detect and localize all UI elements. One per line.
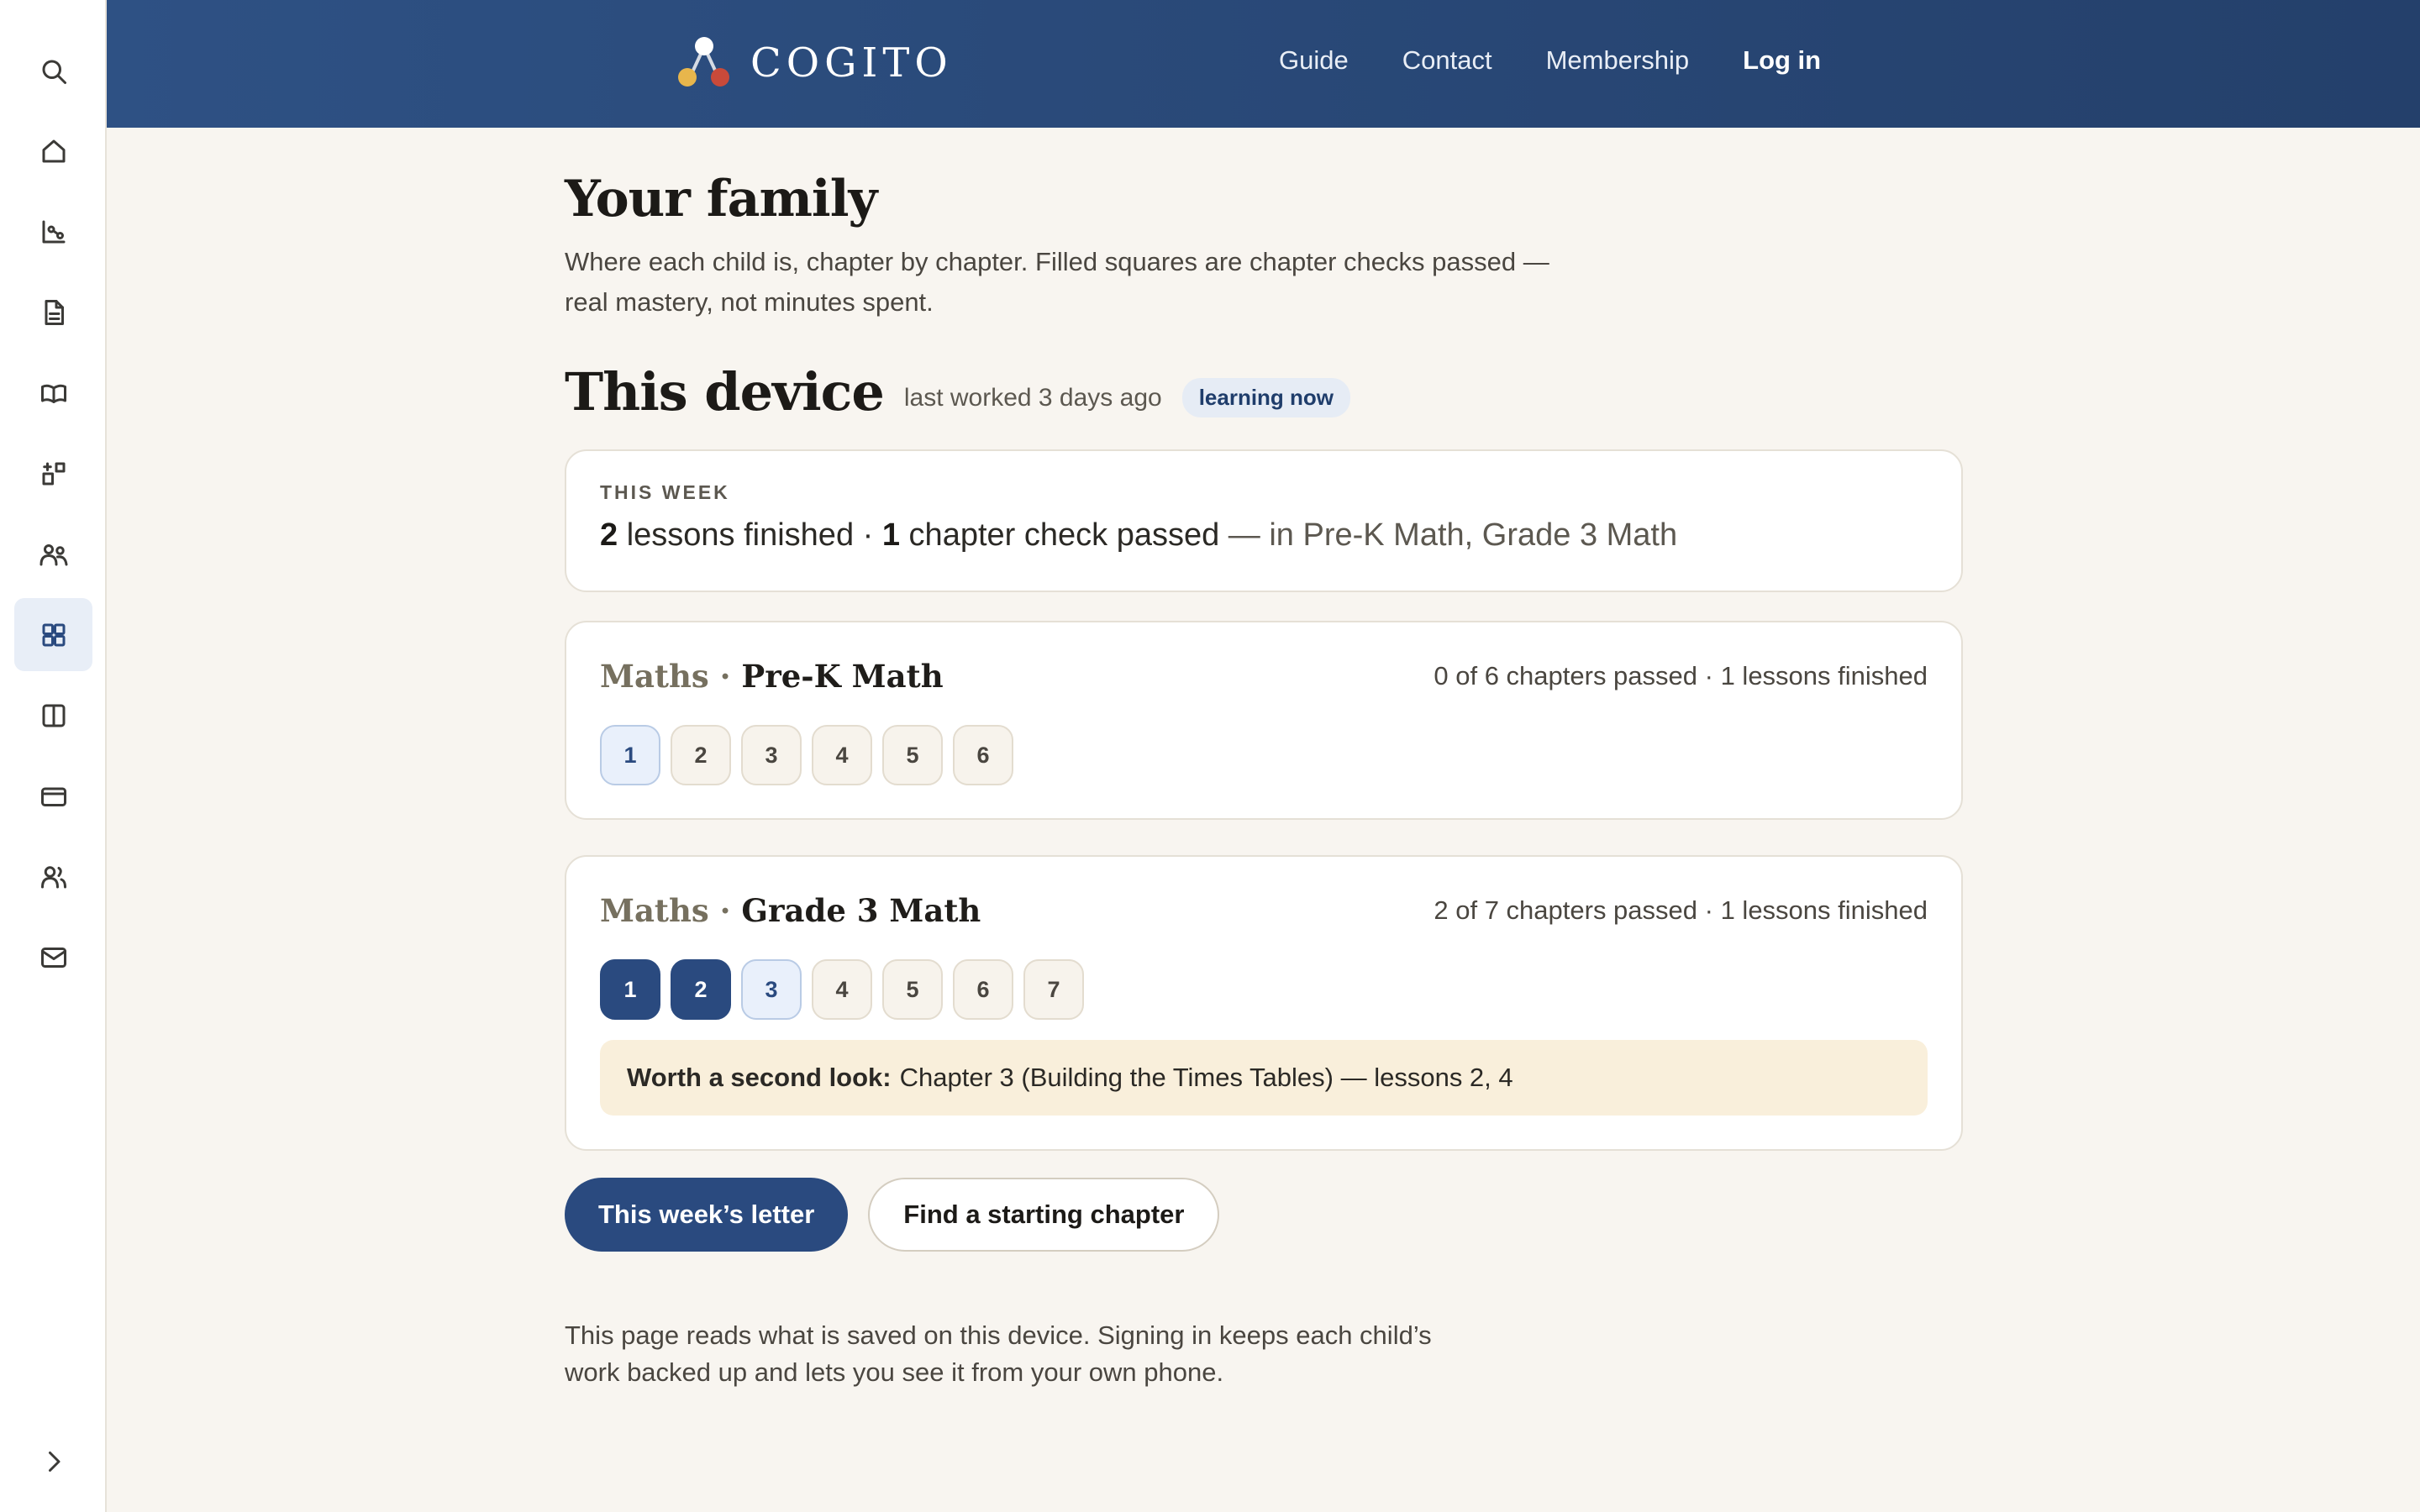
chapter-chip[interactable]: 7	[1023, 959, 1084, 1020]
cogito-logo-icon	[675, 34, 734, 92]
course-card-grade-3-math	[565, 855, 1963, 1151]
course-title-separator: ·	[708, 892, 742, 929]
nav-guide-link[interactable]: Guide	[1279, 45, 1349, 75]
brand-home-link[interactable]	[675, 34, 953, 92]
this-week-card	[565, 449, 1963, 592]
notice-text: Chapter 3 (Building the Times Tables) — lessons 2, 4	[899, 1063, 1513, 1092]
this-week-summary	[600, 517, 1928, 554]
course-card-pre-k-math	[565, 621, 1963, 820]
sidebar-item-activities[interactable]	[14, 437, 92, 510]
home-icon	[39, 136, 69, 166]
device-footnote: This page reads what is saved on this device. Signing in keeps each child’s work backed up and lets you see it from your own phone.	[565, 1320, 1432, 1387]
notice-label: Worth a second look:	[627, 1063, 892, 1092]
sidebar-item-billing[interactable]	[14, 759, 92, 832]
checks-text: chapter check passed	[900, 517, 1220, 553]
nav-contact-link[interactable]: Contact	[1402, 45, 1492, 75]
family-dashboard	[565, 128, 1963, 1391]
chapter-chip[interactable]: 6	[953, 725, 1013, 785]
course-name: Grade 3 Math	[741, 892, 981, 929]
chapter-list	[600, 959, 1928, 1020]
graph-icon	[39, 217, 69, 247]
courses-text: — in Pre-K Math, Grade 3 Math	[1219, 517, 1678, 553]
chapter-chip[interactable]: 5	[882, 959, 943, 1020]
chapter-chip[interactable]: 5	[882, 725, 943, 785]
chapter-chip[interactable]: 4	[812, 725, 872, 785]
weekly-letter-button[interactable]: This week’s letter	[565, 1178, 848, 1252]
nav-membership-link[interactable]: Membership	[1545, 45, 1690, 75]
course-header	[600, 658, 1928, 695]
brand-name: COGITO	[750, 39, 953, 87]
course-stats: 0 of 6 chapters passed · 1 lessons finished	[1434, 661, 1928, 690]
device-title: This device	[565, 361, 884, 423]
sidebar	[0, 0, 107, 1512]
course-title-separator: ·	[708, 658, 742, 695]
family-icon	[39, 539, 69, 570]
shapes-icon	[39, 459, 69, 489]
second-look-notice	[600, 1040, 1928, 1116]
login-link[interactable]: Log in	[1743, 45, 1822, 75]
top-navigation-bar	[107, 0, 2420, 128]
status-badge: learning now	[1182, 378, 1350, 417]
chapter-chip[interactable]: 6	[953, 959, 1013, 1020]
sidebar-item-search[interactable]	[14, 34, 92, 108]
course-subject: Maths	[600, 658, 709, 695]
chapter-chip[interactable]: 4	[812, 959, 872, 1020]
sidebar-item-home[interactable]	[14, 114, 92, 187]
action-buttons	[565, 1178, 1963, 1252]
lessons-count: 2	[600, 517, 618, 553]
chapter-list	[600, 725, 1928, 785]
card-icon	[39, 781, 69, 811]
sidebar-expand-button[interactable]	[14, 1425, 92, 1498]
document-icon	[39, 297, 69, 328]
course-stats: 2 of 7 chapters passed · 1 lessons finished	[1434, 895, 1928, 925]
find-starting-chapter-button[interactable]: Find a starting chapter	[868, 1178, 1219, 1252]
chapter-chip[interactable]: 2	[671, 725, 731, 785]
sidebar-item-dashboard[interactable]	[14, 598, 92, 671]
mail-icon	[39, 942, 69, 973]
sidebar-item-graph[interactable]	[14, 195, 92, 268]
checks-count: 1	[881, 517, 900, 553]
this-week-label: THIS WEEK	[600, 481, 730, 503]
search-icon	[39, 56, 69, 87]
chapter-chip[interactable]: 1	[600, 959, 660, 1020]
sidebar-item-users[interactable]	[14, 840, 92, 913]
course-title	[600, 658, 944, 695]
sidebar-item-family[interactable]	[14, 517, 92, 591]
chapter-chip[interactable]: 2	[671, 959, 731, 1020]
chapter-chip[interactable]: 3	[741, 959, 802, 1020]
device-header	[565, 361, 1963, 423]
main-nav	[1279, 45, 1821, 76]
dashboard-icon	[39, 620, 69, 650]
chapter-chip[interactable]: 1	[600, 725, 660, 785]
open-book-icon	[39, 378, 69, 408]
course-header	[600, 892, 1928, 929]
users-icon	[39, 862, 69, 892]
course-name: Pre-K Math	[741, 658, 944, 695]
sidebar-item-mail[interactable]	[14, 921, 92, 994]
sidebar-item-library[interactable]	[14, 356, 92, 429]
page-title: Your family	[565, 170, 877, 228]
chapter-chip[interactable]: 3	[741, 725, 802, 785]
lessons-text: lessons finished ·	[618, 517, 882, 553]
page-intro: Where each child is, chapter by chapter. Filled squares are chapter checks passed — real mastery, not minutes spent.	[565, 247, 1549, 317]
course-title	[600, 892, 981, 929]
sidebar-item-columns[interactable]	[14, 679, 92, 752]
last-worked-text: last worked 3 days ago	[903, 383, 1162, 412]
columns-icon	[39, 701, 69, 731]
sidebar-item-document[interactable]	[14, 276, 92, 349]
chevron-right-icon	[39, 1446, 69, 1477]
course-subject: Maths	[600, 892, 709, 929]
